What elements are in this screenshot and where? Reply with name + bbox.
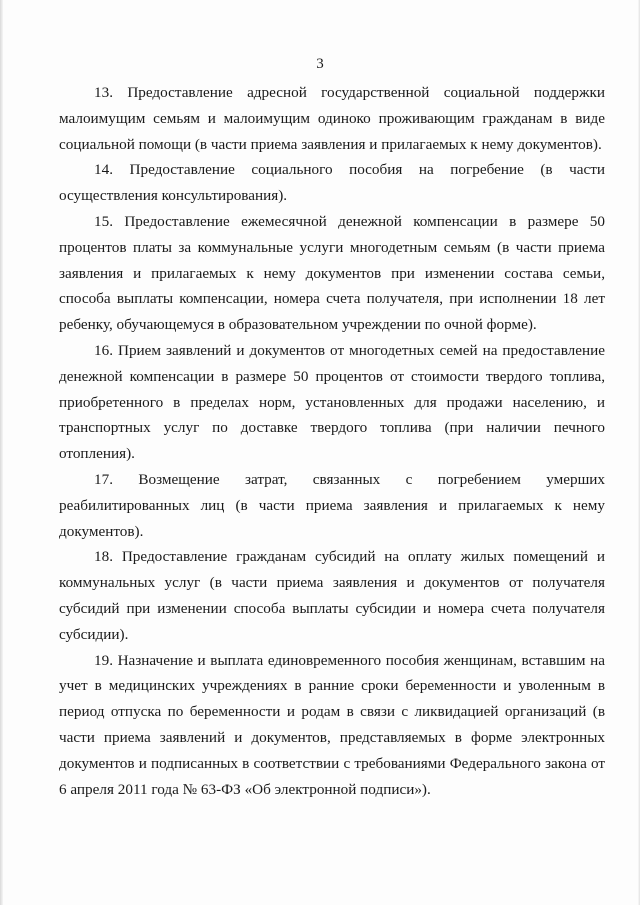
scan-edge-left (0, 0, 3, 905)
page-number: 3 (316, 56, 324, 72)
paragraph-13: 13. Предоставление адресной государственной социальной поддержки малоимущим семьям и малоимущим одиноко проживающим гражданам в виде социальной помощи (в части приема заявления и прилагаемых к нему документов). (59, 84, 605, 153)
paragraph-16: 16. Прием заявлений и документов от многодетных семей на предоставление денежной компенсации в размере 50 процентов от стоимости твердого топлива, приобретенного в пределах норм, установленных для продажи населению, и транспортных услуг по доставке твердого топлива (при наличии печного отопления). (59, 341, 605, 463)
paragraph-19: 19. Назначение и выплата единовременного пособия женщинам, вставшим на учет в медицинских учреждениях в ранние сроки беременности и уволенным в период отпуска по беременности и родам в связи с ликвидацией организаций (в части приема заявлений и документов, представляемых в форме электронных документов и подписанных в соответствии с требованиями Федерального закона от 6 апреля 2011 года № 63-ФЗ «Об электронной подписи»). (59, 651, 605, 798)
paragraph-17: 17. Возмещение затрат, связанных с погребением умерших реабилитированных лиц (в части приема заявления и прилагаемых к нему документов). (59, 470, 605, 540)
document-body (59, 80, 605, 802)
paragraph-14: 14. Предоставление социального пособия на погребение (в части осуществления консультирования). (59, 161, 605, 205)
paragraph-15: 15. Предоставление ежемесячной денежной компенсации в размере 50 процентов платы за коммунальные услуги многодетным семьям (в части приема заявления и прилагаемых к нему документов при изменении состава семьи, способа выплаты компенсации, номера счета получателя, при исполнении 18 лет ребенку, обучающемуся в образовательном учреждении по очной форме). (59, 212, 605, 334)
paragraph-18: 18. Предоставление гражданам субсидий на оплату жилых помещений и коммунальных услуг (в части приема заявления и документов от получателя субсидий при изменении способа выплаты субсидии и номера счета получателя субсидии). (59, 548, 605, 643)
